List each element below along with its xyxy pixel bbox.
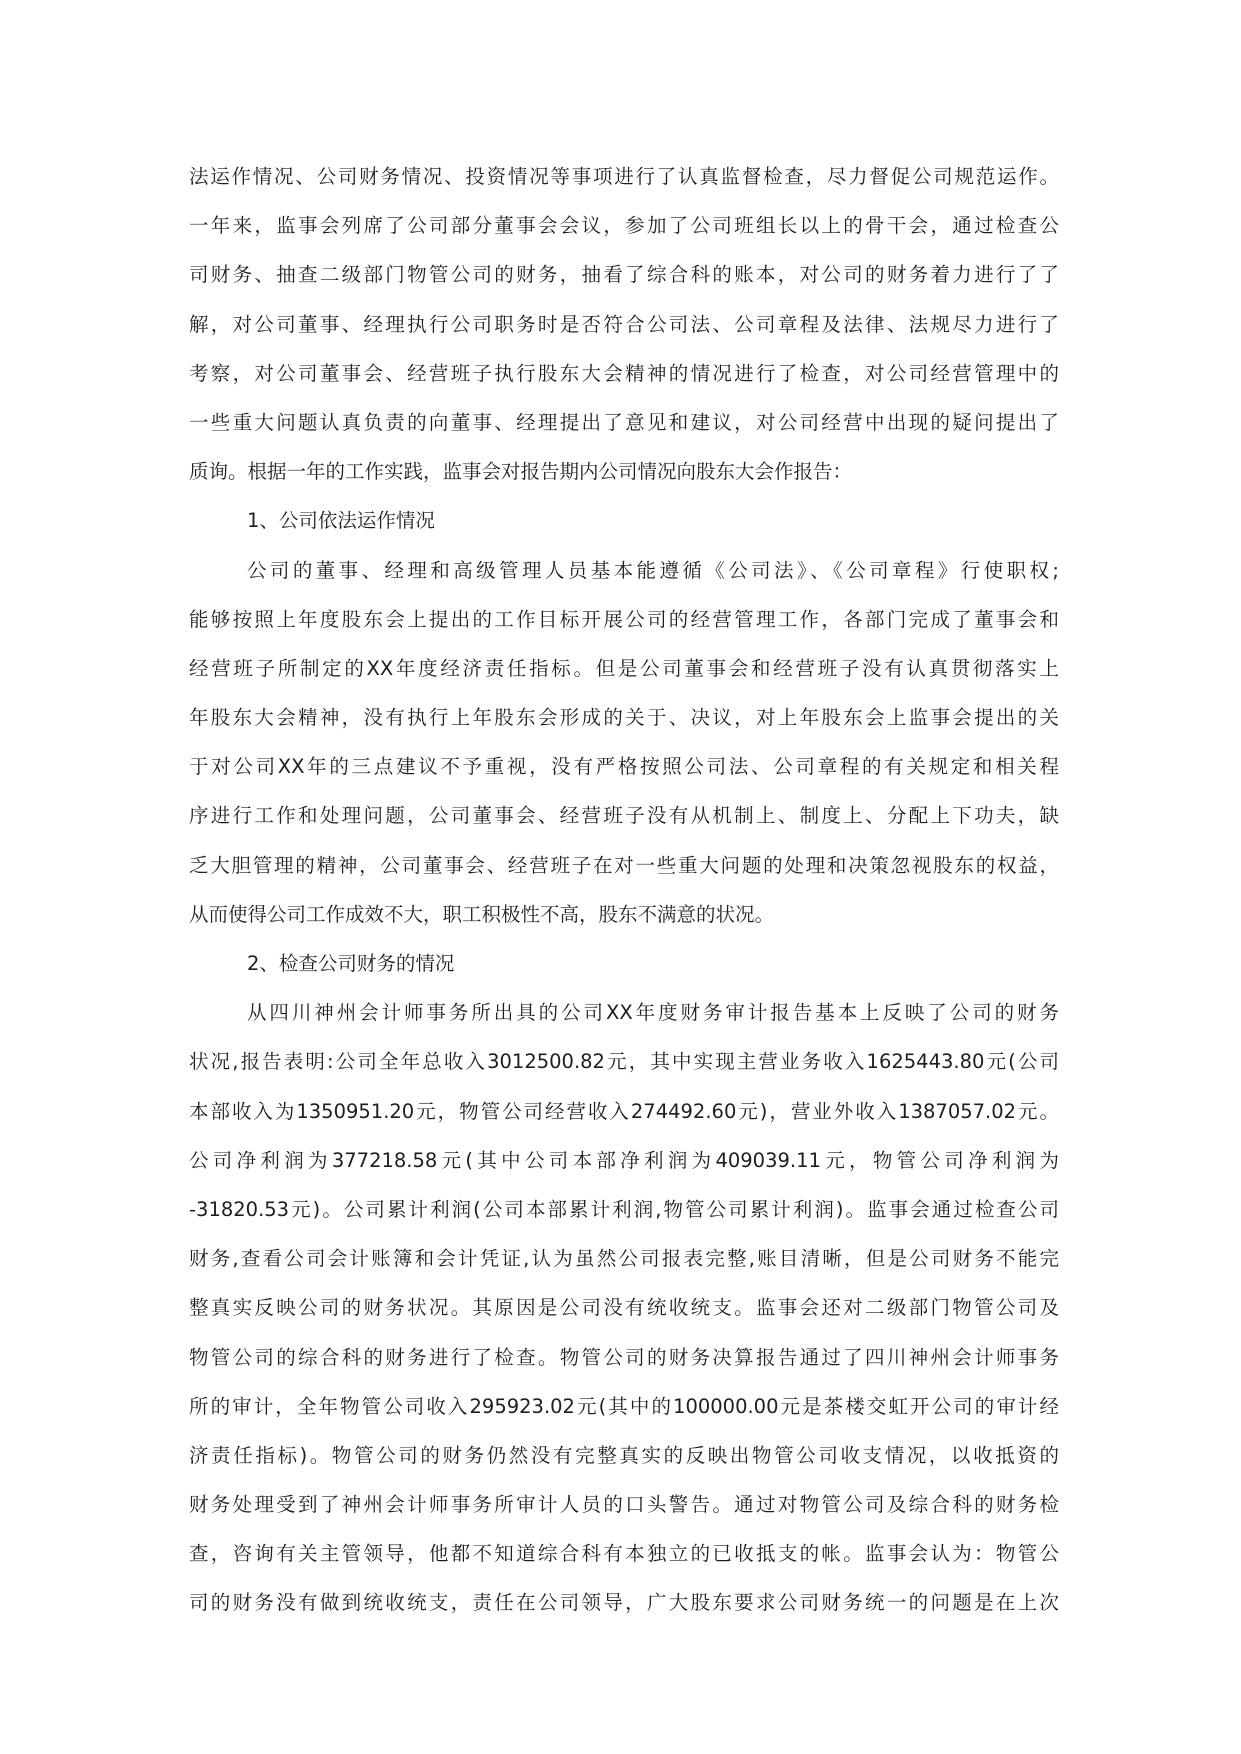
text-line: 所的审计，全年物管公司收入295923.02元(其中的100000.00元是茶楼交虹开公司的审计经	[189, 1394, 1059, 1418]
text-line: 法运作情况、公司财务情况、投资情况等事项进行了认真监督检查，尽力督促公司规范运作。	[189, 165, 1059, 188]
text-line: 公司净利润为377218.58元(其中公司本部净利润为409039.11元，物管公司净利润为	[189, 1148, 1059, 1172]
text-line: 查，咨询有关主管领导，他都不知道综合科有本独立的已收抵支的帐。监事会认为：物管公	[189, 1542, 1059, 1566]
text-line: 年股东大会精神，没有执行上年股东会形成的关于、决议，对上年股东会上监事会提出的关	[189, 706, 1059, 730]
text-line: 一些重大问题认真负责的向董事、经理提出了意见和建议，对公司经营中出现的疑问提出了	[189, 410, 1059, 434]
text-line: 状况,报告表明:公司全年总收入3012500.82元，其中实现主营业务收入1625443.80元(公司	[189, 1050, 1059, 1074]
text-line: 2、检查公司财务的情况	[247, 952, 455, 975]
text-line: 经营班子所制定的XX年度经济责任指标。但是公司董事会和经营班子没有认真贯彻落实上	[189, 656, 1059, 680]
document-body	[189, 152, 1059, 1628]
text-line: 一年来，监事会列席了公司部分董事会会议，参加了公司班组长以上的骨干会，通过检查公	[189, 214, 1059, 238]
text-line: 本部收入为1350951.20元，物管公司经营收入274492.60元)，营业外收入1387057.02元。	[189, 1099, 1059, 1123]
text-line: 1、公司依法运作情况	[247, 509, 435, 533]
text-line: 能够按照上年度股东会上提出的工作目标开展公司的经营管理工作，各部门完成了董事会和	[189, 607, 1059, 631]
text-line: 从而使得公司工作成效不大，职工积极性不高，股东不满意的状况。	[189, 902, 775, 926]
text-line: -31820.53元)。公司累计利润(公司本部累计利润,物管公司累计利润)。监事会通过检查公司	[189, 1197, 1059, 1221]
text-line: 财务,查看公司会计账簿和会计凭证,认为虽然公司报表完整,账目清晰，但是公司财务不能完	[189, 1247, 1059, 1271]
text-line: 财务处理受到了神州会计师事务所审计人员的口头警告。通过对物管公司及综合科的财务检	[189, 1493, 1059, 1517]
text-line: 乏大胆管理的精神，公司董事会、经营班子在对一些重大问题的处理和决策忽视股东的权益，	[189, 853, 1059, 877]
text-line: 司的财务没有做到统收统支，责任在公司领导，广大股东要求公司财务统一的问题是在上次	[189, 1591, 1059, 1615]
text-line: 司财务、抽查二级部门物管公司的财务，抽看了综合科的账本，对公司的财务着力进行了了	[189, 263, 1059, 287]
text-line: 于对公司XX年的三点建议不予重视，没有严格按照公司法、公司章程的有关规定和相关程	[189, 755, 1059, 779]
text-line: 济责任指标)。物管公司的财务仍然没有完整真实的反映出物管公司收支情况，以收抵资的	[189, 1443, 1059, 1467]
text-line: 公司的董事、经理和高级管理人员基本能遵循《公司法》、《公司章程》行使职权;	[247, 558, 1059, 582]
text-line: 物管公司的综合科的财务进行了检查。物管公司的财务决算报告通过了四川神州会计师事务	[189, 1345, 1059, 1369]
text-line: 从四川神州会计师事务所出具的公司XX年度财务审计报告基本上反映了公司的财务	[247, 1001, 1059, 1025]
text-line: 质询。根据一年的工作实践，监事会对报告期内公司情况向股东大会作报告：	[189, 460, 853, 484]
text-line: 考察，对公司董事会、经营班子执行股东大会精神的情况进行了检查，对公司经营管理中的	[189, 361, 1059, 385]
text-line: 解，对公司董事、经理执行公司职务时是否符合公司法、公司章程及法律、法规尽力进行了	[189, 312, 1059, 336]
text-line: 整真实反映公司的财务状况。其原因是公司没有统收统支。监事会还对二级部门物管公司及	[189, 1296, 1059, 1320]
text-line: 序进行工作和处理问题，公司董事会、经营班子没有从机制上、制度上、分配上下功夫，缺	[189, 804, 1059, 828]
